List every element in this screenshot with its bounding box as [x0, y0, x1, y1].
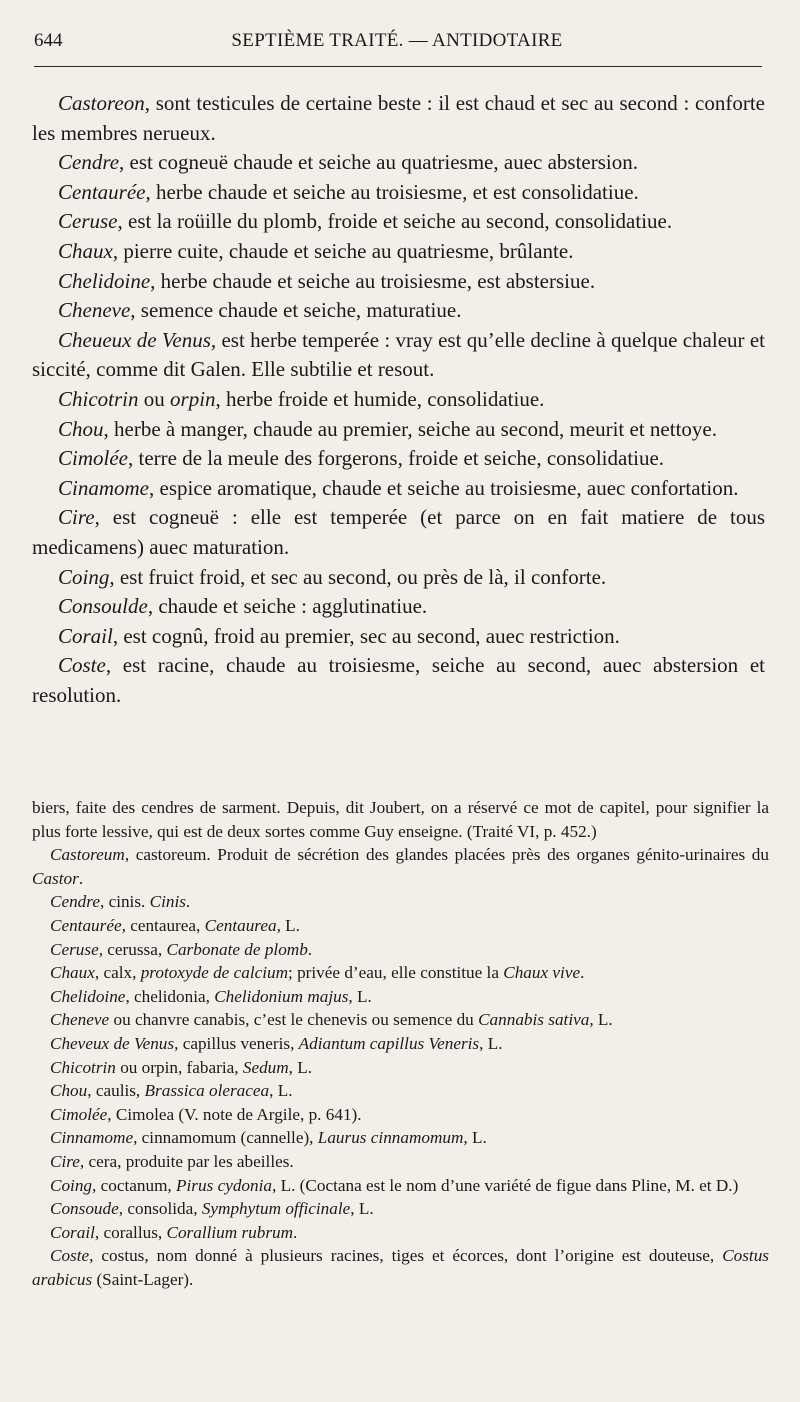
entry-chou: Chou, herbe à manger, chaude au premier, seiche au second, meurit et nettoye.: [58, 416, 717, 441]
note-centauree: Centaurée, centaurea, Centaurea, L.: [50, 915, 300, 935]
page-header: [34, 30, 760, 58]
footnotes: [32, 796, 769, 1291]
note-coste: Coste, costus, nom donné à plusieurs racines, tiges et écorces, dont l’origine est douteuse, Costus arabicus (Saint-Lager).: [32, 1246, 769, 1289]
note-chou: Chou, caulis, Brassica oleracea, L.: [50, 1081, 293, 1101]
note-chaux: Chaux, calx, protoxyde de calcium; privée d’eau, elle constitue la Chaux vive.: [50, 963, 585, 983]
entry-ceruse: Ceruse, est la roüille du plomb, froide et seiche au second, consolidatiue.: [58, 209, 673, 234]
note-cheveux-de-venus: Cheveux de Venus, capillus veneris, Adiantum capillus Veneris, L.: [50, 1033, 503, 1053]
entry-chaux: Chaux, pierre cuite, chaude et seiche au quatriesme, brûlante.: [58, 238, 574, 263]
entry-cheneve: Cheneve, semence chaude et seiche, maturatiue.: [58, 298, 462, 323]
antidotaire-entries: [32, 89, 765, 710]
running-title: SEPTIÈME TRAITÉ. — ANTIDOTAIRE: [231, 30, 563, 51]
entry-coste: Coste, est racine, chaude au troisiesme, seiche au second, auec abstersion et resolution.: [32, 653, 765, 707]
note-cendre: Cendre, cinis. Cinis.: [50, 892, 191, 912]
entry-centauree: Centaurée, herbe chaude et seiche au troisiesme, et est consolidatiue.: [58, 179, 639, 204]
entry-consoulde: Consoulde, chaude et seiche : agglutinatiue.: [58, 594, 428, 619]
entry-castoreon: Castoreon, sont testicules de certaine beste : il est chaud et sec au second : conforte les membres nerueux.: [32, 91, 765, 145]
note-cheneve: Cheneve ou chanvre canabis, c’est le chenevis ou semence du Cannabis sativa, L.: [50, 1010, 613, 1030]
entry-cinamome: Cinamome, espice aromatique, chaude et seiche au troisiesme, auec confortation.: [58, 475, 739, 500]
note-castoreum: Castoreum, castoreum. Produit de sécrétion des glandes placées près des organes génito-urinaires du Castor.: [32, 845, 769, 888]
entry-cendre: Cendre, est cogneuë chaude et seiche au quatriesme, auec abstersion.: [58, 150, 638, 175]
note-chicotrin: Chicotrin ou orpin, fabaria, Sedum, L.: [50, 1057, 313, 1077]
entry-cimolee: Cimolée, terre de la meule des forgerons, froide et seiche, consolidatiue.: [58, 446, 665, 471]
entry-chelidoine: Chelidoine, herbe chaude et seiche au troisiesme, est abstersiue.: [58, 268, 596, 293]
note-continuation: biers, faite des cendres de sarment. Depuis, dit Joubert, on a réservé ce mot de capitel, pour signifier la plus forte lessive, qui est de deux sortes comme Guy enseigne. (Traité VI, p. 452.): [32, 798, 769, 841]
entry-corail: Corail, est cognû, froid au premier, sec au second, auec restriction.: [58, 623, 620, 648]
note-consoude: Consoude, consolida, Symphytum officinale, L.: [50, 1199, 374, 1219]
entry-cire: Cire, est cogneuë : elle est temperée (et parce on en fait matiere de tous medicamens) auec maturation.: [32, 505, 765, 559]
page-number: 644: [34, 30, 63, 51]
entry-coing: Coing, est fruict froid, et sec au second, ou près de là, il conforte.: [58, 564, 607, 589]
note-cire: Cire, cera, produite par les abeilles.: [50, 1151, 294, 1171]
header-rule: [34, 66, 762, 67]
note-ceruse: Ceruse, cerussa, Carbonate de plomb.: [50, 939, 313, 959]
note-cimolee: Cimolée, Cimolea (V. note de Argile, p. 641).: [50, 1104, 362, 1124]
note-chelidoine: Chelidoine, chelidonia, Chelidonium majus, L.: [50, 986, 372, 1006]
note-cinnamome: Cinnamome, cinnamomum (cannelle), Laurus cinnamomum, L.: [50, 1128, 487, 1148]
note-coing: Coing, coctanum, Pirus cydonia, L. (Coctana est le nom d’une variété de figue dans Pline, M. et D.): [50, 1175, 739, 1195]
entry-chicotrin: Chicotrin ou orpin, herbe froide et humide, consolidatiue.: [58, 386, 545, 411]
note-corail: Corail, corallus, Corallium rubrum.: [50, 1222, 298, 1242]
entry-cheueux-de-venus: Cheueux de Venus, est herbe temperée : vray est qu’elle decline à quelque chaleur et siccité, comme dit Galen. Elle subtilie et resout.: [32, 327, 765, 382]
